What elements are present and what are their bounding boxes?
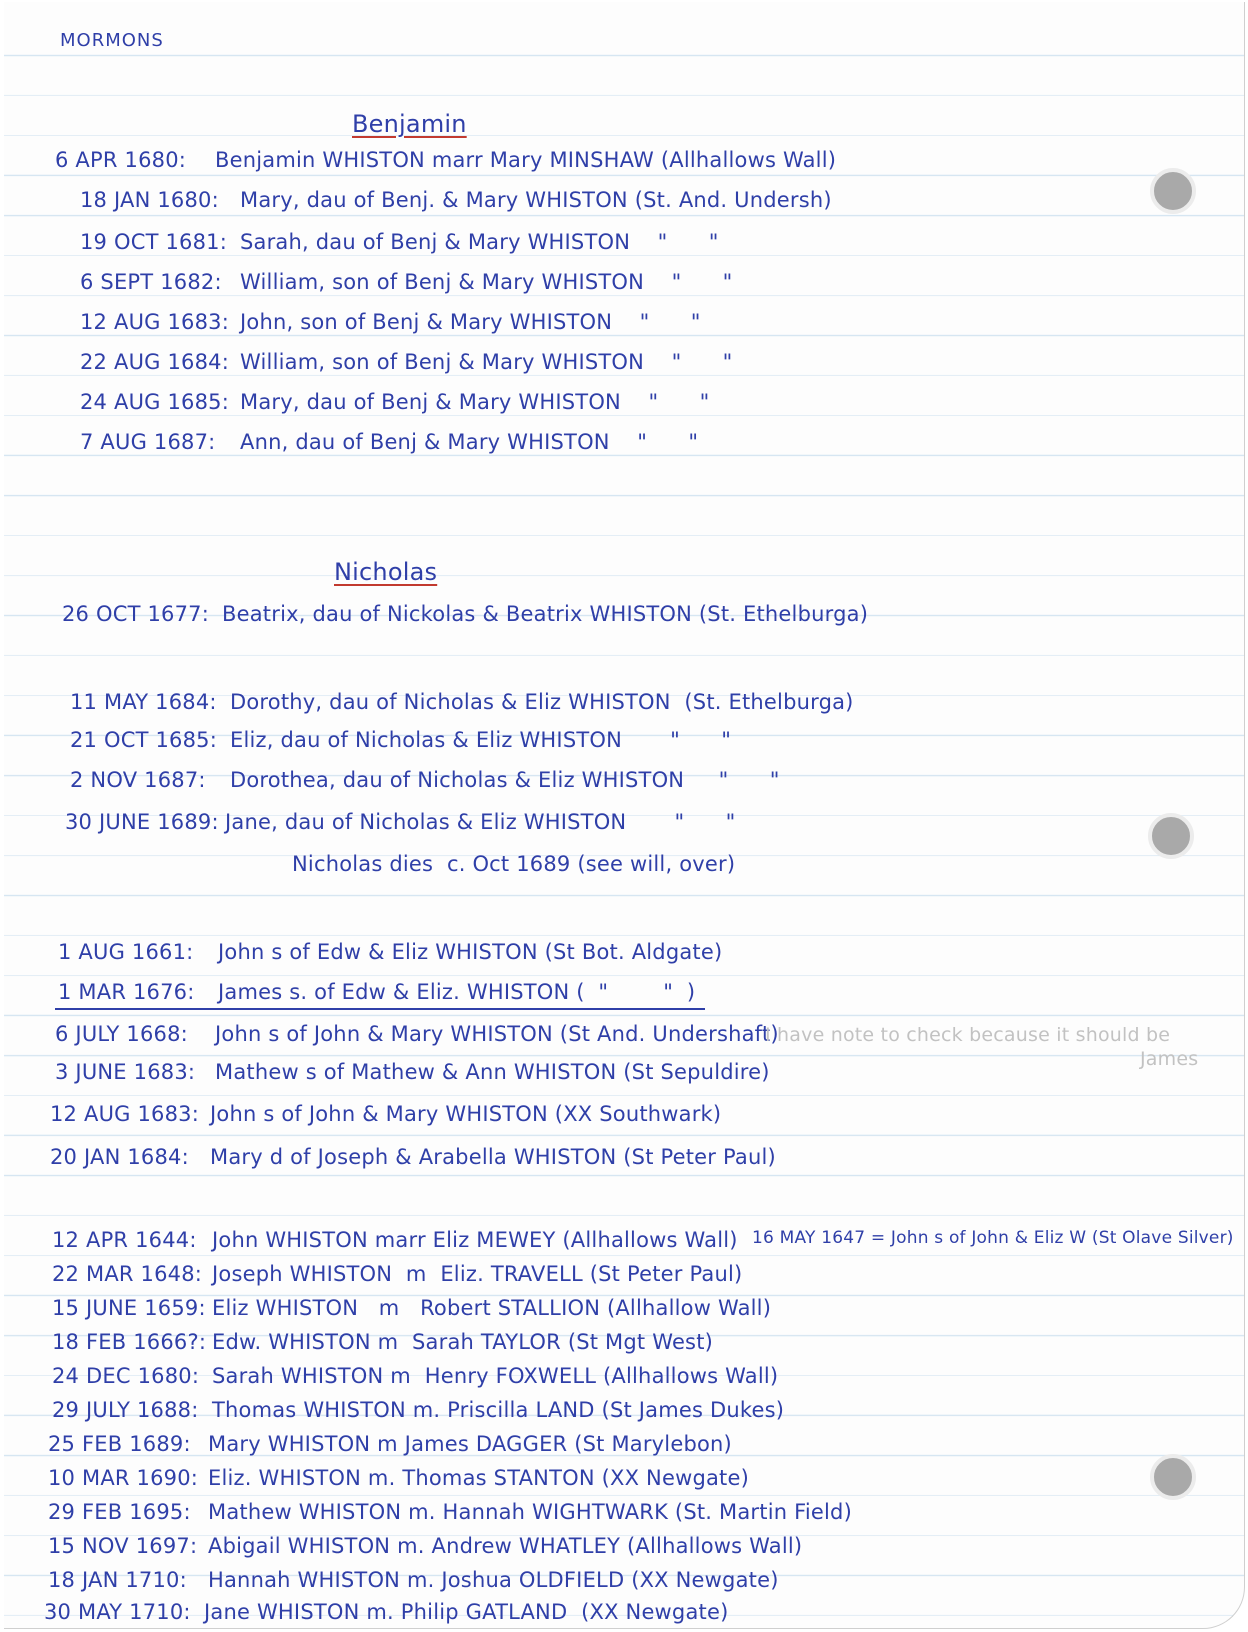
page-title: MORMONS [60, 30, 164, 51]
heading-benjamin: Benjamin [352, 110, 467, 138]
entry-row: 18 JAN 1680: Mary, dau of Benj. & Mary WHISTON (St. And. Undersh) [80, 188, 832, 212]
entry-row: 18 JAN 1710: Hannah WHISTON m. Joshua OLDFIELD (XX Newgate) [48, 1568, 779, 1592]
entry-row: 15 NOV 1697: Abigail WHISTON m. Andrew WHATLEY (Allhallows Wall) [48, 1534, 803, 1558]
entry-row: 7 AUG 1687: Ann, dau of Benj & Mary WHISTON " " [80, 430, 699, 454]
entry-row: 3 JUNE 1683: Mathew s of Mathew & Ann WHISTON (St Sepuldire) [55, 1060, 770, 1084]
entry-row: 1 MAR 1676: James s. of Edw & Eliz. WHISTON ( " " ) [58, 980, 696, 1004]
entry-row: 10 MAR 1690: Eliz. WHISTON m. Thomas STANTON (XX Newgate) [48, 1466, 749, 1490]
entry-row: 22 MAR 1648: Joseph WHISTON m Eliz. TRAVELL (St Peter Paul) [52, 1262, 743, 1286]
entry-row: 26 OCT 1677: Beatrix, dau of Nickolas & Beatrix WHISTON (St. Ethelburga) [62, 602, 869, 626]
punch-hole-top [1150, 168, 1196, 214]
death-note: Nicholas dies c. Oct 1689 (see will, over) [292, 852, 736, 876]
entry-row: 6 JULY 1668: John s of John & Mary WHISTON (St And. Undershaft) [55, 1022, 779, 1046]
entry-row: 24 AUG 1685: Mary, dau of Benj & Mary WHISTON " " [80, 390, 710, 414]
entry-row: 30 MAY 1710: Jane WHISTON m. Philip GATLAND (XX Newgate) [44, 1600, 729, 1624]
entry-row: 21 OCT 1685: Eliz, dau of Nicholas & Eliz WHISTON " " [70, 728, 732, 752]
entry-row: 22 AUG 1684: William, son of Benj & Mary WHISTON " " [80, 350, 733, 374]
entry-row: 12 APR 1644: John WHISTON marr Eliz MEWEY (Allhallows Wall) [52, 1228, 738, 1252]
entry-row: 2 NOV 1687: Dorothea, dau of Nicholas & Eliz WHISTON " " [70, 768, 780, 792]
entry-row: 24 DEC 1680: Sarah WHISTON m Henry FOXWELL (Allhallows Wall) [52, 1364, 779, 1388]
entry-row: 19 OCT 1681: Sarah, dau of Benj & Mary WHISTON " " [80, 230, 719, 254]
entry-row: 11 MAY 1684: Dorothy, dau of Nicholas & Eliz WHISTON (St. Ethelburga) [70, 690, 854, 714]
entry-row: 30 JUNE 1689: Jane, dau of Nicholas & Eliz WHISTON " " [65, 810, 736, 834]
entry-row: 6 APR 1680: Benjamin WHISTON marr Mary MINSHAW (Allhallows Wall) [55, 148, 837, 172]
heading-nicholas: Nicholas [334, 558, 438, 586]
entry-row: 29 FEB 1695: Mathew WHISTON m. Hannah WIGHTWARK (St. Martin Field) [48, 1500, 852, 1524]
entry-row: 12 AUG 1683: John, son of Benj & Mary WHISTON " " [80, 310, 701, 334]
punch-hole-bottom [1150, 1454, 1196, 1500]
side-entry: 16 MAY 1647 = John s of John & Eliz W (St Olave Silver) [752, 1228, 1234, 1248]
pencil-side-note: I have note to check because it should be [765, 1024, 1171, 1046]
pencil-side-note-2: James [1140, 1048, 1199, 1070]
punch-hole-middle [1148, 813, 1194, 859]
entry-row: 6 SEPT 1682: William, son of Benj & Mary WHISTON " " [80, 270, 733, 294]
entry-row: 15 JUNE 1659: Eliz WHISTON m Robert STALLION (Allhallow Wall) [52, 1296, 772, 1320]
underline [55, 1008, 705, 1010]
entry-row: 18 FEB 1666?: Edw. WHISTON m Sarah TAYLOR (St Mgt West) [52, 1330, 714, 1354]
entry-row: 12 AUG 1683: John s of John & Mary WHISTON (XX Southwark) [50, 1102, 722, 1126]
entry-row: 25 FEB 1689: Mary WHISTON m James DAGGER (St Marylebon) [48, 1432, 732, 1456]
entry-row: 20 JAN 1684: Mary d of Joseph & Arabella WHISTON (St Peter Paul) [50, 1145, 776, 1169]
entry-row: 29 JULY 1688: Thomas WHISTON m. Priscilla LAND (St James Dukes) [52, 1398, 785, 1422]
entry-row: 1 AUG 1661: John s of Edw & Eliz WHISTON (St Bot. Aldgate) [58, 940, 723, 964]
